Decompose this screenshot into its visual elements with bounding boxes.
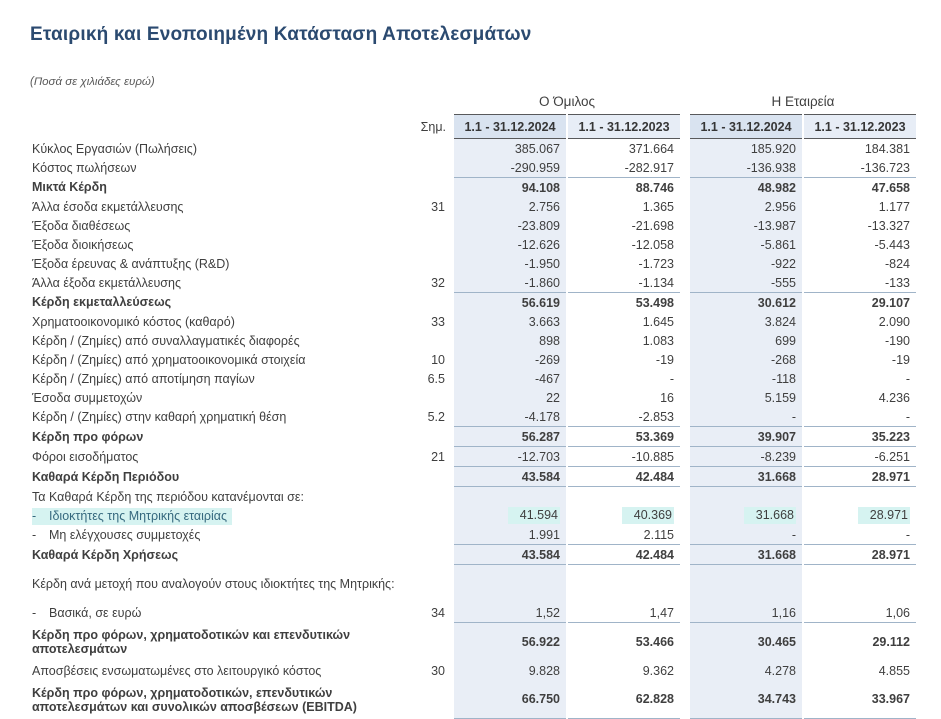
row-label: Κέρδη / (Ζημίες) από χρηματοοικονομικά στοιχεία (32, 352, 306, 367)
row-label: Κέρδη προ φόρων, χρηματοδοτικών, επενδυτικών αποτελεσμάτων και συνολικών αποσβέσεων (EBITDA) (32, 685, 357, 714)
value-cell: 1.645 (642, 314, 674, 329)
column-gap (682, 216, 688, 235)
table-row (32, 407, 916, 426)
column-gap (682, 407, 688, 426)
value-cell: -2.853 (638, 409, 674, 424)
value-cell: 53.498 (568, 292, 680, 312)
table-row (32, 426, 916, 447)
row-label: Έσοδα συμμετοχών (32, 390, 143, 405)
value-cell: -13.987 (690, 216, 802, 235)
column-gap (682, 506, 688, 525)
table-row (32, 216, 916, 235)
value-cell: -5.861 (690, 235, 802, 254)
row-label: Άλλα έσοδα εκμετάλλευσης (32, 199, 184, 214)
amounts-note: (Ποσά σε χιλιάδες ευρώ) (30, 76, 155, 88)
value-cell: -133 (884, 275, 910, 290)
row-label: Έξοδα διαθέσεως (32, 218, 131, 233)
list-dash: - (32, 606, 37, 620)
value-cell: 34.743 (690, 680, 802, 719)
column-gap (682, 466, 688, 487)
value-cell: 22 (454, 388, 566, 407)
value-cell: - (905, 371, 910, 386)
value-cell: -19 (655, 352, 674, 367)
value-cell: 30.465 (690, 623, 802, 661)
value-cell (690, 487, 802, 506)
row-note (412, 506, 452, 525)
value-cell: 1,16 (690, 603, 802, 623)
table-row (32, 661, 916, 680)
column-gap (682, 623, 688, 661)
value-cell: 898 (454, 331, 566, 350)
spacer (32, 114, 410, 139)
value-cell: 28.971 (804, 544, 916, 565)
row-note (412, 331, 452, 350)
value-cell: 699 (690, 331, 802, 350)
table-row (32, 254, 916, 273)
value-cell: 42.484 (568, 466, 680, 487)
column-gap (682, 177, 688, 197)
page-title: Εταιρική και Ενοποιημένη Κατάσταση Αποτελεσμάτων (30, 24, 532, 45)
row-label: Καθαρά Κέρδη Περιόδου (32, 469, 180, 484)
value-cell: 385.067 (454, 139, 566, 158)
note-column-header: Σημ. (420, 119, 446, 134)
value-cell: 1,06 (804, 603, 916, 623)
value-cell: -13.327 (867, 218, 910, 233)
row-label: - Μη ελέγχουσες συμμετοχές (32, 527, 201, 542)
value-cell: 43.584 (454, 466, 566, 487)
row-note (412, 680, 452, 719)
value-cell: -1.134 (638, 275, 674, 290)
row-note (412, 235, 452, 254)
value-cell (804, 506, 916, 525)
value-cell: 47.658 (804, 177, 916, 197)
period-header-group-2024: 1.1 - 31.12.2024 (454, 114, 566, 139)
row-note: 32 (431, 275, 445, 290)
table-row (32, 603, 916, 623)
row-note: 34 (431, 606, 445, 620)
table-row (32, 331, 916, 350)
table-row (32, 544, 916, 565)
column-gap (682, 350, 688, 369)
table-row (32, 273, 916, 292)
table-row (32, 158, 916, 177)
table-row (32, 487, 916, 506)
row-note (412, 466, 452, 487)
value-cell: 1.991 (454, 525, 566, 544)
period-header-company-2024: 1.1 - 31.12.2024 (690, 114, 802, 139)
column-gap (682, 273, 688, 292)
column-gap (682, 369, 688, 388)
value-cell: - (690, 525, 802, 544)
value-cell: 4.278 (690, 661, 802, 680)
row-label: Κέρδη εκμεταλλεύσεως (32, 295, 172, 309)
value-cell: -10.885 (631, 449, 674, 464)
value-cell (804, 565, 916, 603)
value-cell (690, 565, 802, 603)
value-cell: -1.950 (454, 254, 566, 273)
table-row (32, 292, 916, 312)
value-cell: -136.938 (690, 158, 802, 177)
value-cell: 43.584 (454, 544, 566, 565)
value-cell (454, 487, 566, 506)
row-label: Κέρδη προ φόρων (32, 429, 144, 444)
value-cell: 185.920 (690, 139, 802, 158)
table-row (32, 680, 916, 719)
period-header-company-2023: 1.1 - 31.12.2023 (804, 114, 916, 139)
row-note: 30 (431, 663, 445, 678)
value-cell: -8.239 (690, 447, 802, 466)
value-cell: 1.083 (642, 333, 674, 348)
row-label: Φόροι εισοδήματος (32, 449, 139, 464)
value-cell: 66.750 (454, 680, 566, 719)
column-gap (682, 312, 688, 331)
row-label: Έξοδα έρευνας & ανάπτυξης (R&D) (32, 256, 230, 271)
column-gap (682, 544, 688, 565)
highlighted-value: 40.369 (622, 507, 674, 524)
row-note: 31 (431, 199, 445, 214)
value-cell: 33.967 (804, 680, 916, 719)
value-cell: 371.664 (628, 141, 674, 156)
row-label: Κύκλος Εργασιών (Πωλήσεις) (32, 141, 197, 156)
value-cell: 29.112 (872, 635, 910, 649)
value-cell: 3.663 (454, 312, 566, 331)
value-cell: 42.484 (568, 544, 680, 565)
value-cell: 62.828 (568, 680, 680, 719)
row-note (412, 158, 452, 177)
value-cell: -4.178 (454, 407, 566, 426)
value-cell: 4.855 (878, 663, 910, 678)
row-label: Κόστος πωλήσεων (32, 160, 137, 175)
value-cell (568, 565, 680, 603)
value-cell: 2.956 (690, 197, 802, 216)
value-cell: -268 (690, 350, 802, 369)
value-cell: -190 (884, 333, 910, 348)
value-cell: 88.746 (568, 177, 680, 197)
value-cell: 48.982 (690, 177, 802, 197)
value-cell: 1.365 (642, 199, 674, 214)
period-header-row (32, 114, 916, 139)
value-cell: 94.108 (454, 177, 566, 197)
value-cell: 1,47 (568, 603, 680, 623)
row-label: Έξοδα διοικήσεως (32, 237, 134, 252)
row-note (412, 216, 452, 235)
row-label: Κέρδη / (Ζημίες) από συναλλαγματικές διαφορές (32, 333, 300, 348)
row-note: 6.5 (427, 371, 445, 386)
value-cell: 56.619 (454, 292, 566, 312)
value-cell: -1.860 (454, 273, 566, 292)
value-cell (568, 506, 680, 525)
column-gap (682, 254, 688, 273)
value-cell: -290.959 (454, 158, 566, 177)
column-gap (682, 603, 688, 623)
value-cell: 31.668 (690, 544, 802, 565)
value-cell: 56.287 (454, 426, 566, 447)
value-cell: 2.115 (643, 527, 674, 542)
value-cell: - (905, 409, 910, 424)
row-label: Καθαρά Κέρδη Χρήσεως (32, 547, 179, 562)
value-cell: 35.223 (804, 426, 916, 447)
value-cell (804, 487, 916, 506)
column-gap (682, 139, 688, 158)
column-gap (682, 158, 688, 177)
value-cell: -824 (884, 256, 910, 271)
table-row (32, 525, 916, 544)
row-note (412, 487, 452, 506)
value-cell: - (905, 527, 910, 542)
value-cell: 4.236 (878, 390, 910, 405)
row-label: Άλλα έξοδα εκμετάλλευσης (32, 275, 181, 290)
value-cell: -136.723 (860, 160, 910, 175)
table-row (32, 312, 916, 331)
column-gap (682, 114, 688, 139)
row-note (412, 139, 452, 158)
row-note (412, 254, 452, 273)
value-cell: -19 (891, 352, 910, 367)
value-cell: -23.809 (454, 216, 566, 235)
value-cell: -6.251 (874, 449, 910, 464)
income-statement-table (30, 90, 918, 719)
value-cell: 53.466 (635, 635, 674, 649)
value-cell (568, 487, 680, 506)
table-row (32, 565, 916, 603)
entity-header-row (32, 90, 916, 114)
spacer (32, 90, 410, 114)
row-note: 10 (431, 352, 445, 367)
column-gap (682, 565, 688, 603)
list-dash: - (32, 508, 37, 523)
value-cell (454, 506, 566, 525)
value-cell: -269 (454, 350, 566, 369)
value-cell: 9.362 (642, 663, 674, 678)
value-cell (690, 506, 802, 525)
value-cell: 1.177 (878, 199, 910, 214)
value-cell: 184.381 (864, 141, 910, 156)
column-gap (682, 197, 688, 216)
row-note (412, 292, 452, 312)
row-note (412, 388, 452, 407)
value-cell: -12.058 (631, 237, 674, 252)
row-note (412, 544, 452, 565)
row-note (412, 525, 452, 544)
row-label: Κέρδη προ φόρων, χρηματοδοτικών και επενδυτικών αποτελεσμάτων (32, 628, 351, 656)
value-cell: 2.090 (878, 314, 910, 329)
row-label: Κέρδη ανά μετοχή που αναλογούν στους ιδιοκτήτες της Μητρικής: (32, 577, 395, 591)
row-note: 21 (431, 449, 445, 464)
row-label: Τα Καθαρά Κέρδη της περιόδου κατανέμονται σε: (32, 489, 304, 504)
value-cell: 29.107 (804, 292, 916, 312)
value-cell: -922 (690, 254, 802, 273)
column-gap (682, 525, 688, 544)
table-row (32, 369, 916, 388)
value-cell: -12.626 (454, 235, 566, 254)
value-cell: -467 (454, 369, 566, 388)
period-header-group-2023: 1.1 - 31.12.2023 (568, 114, 680, 139)
highlighted-label: - Ιδιοκτήτες της Μητρικής εταιρίας (32, 508, 232, 525)
value-cell: 30.612 (690, 292, 802, 312)
column-gap (682, 487, 688, 506)
table-row (32, 447, 916, 466)
value-cell: 39.907 (690, 426, 802, 447)
table-row (32, 623, 916, 661)
group-header-group: Ο Όμιλος (538, 93, 596, 109)
row-note: 33 (431, 314, 445, 329)
table-row (32, 197, 916, 216)
row-label: - Βασικά, σε ευρώ (32, 606, 142, 620)
value-cell: - (669, 371, 674, 386)
column-gap (682, 292, 688, 312)
value-cell: -118 (690, 369, 802, 388)
highlighted-value: 31.668 (744, 507, 796, 524)
table-row (32, 388, 916, 407)
spacer (412, 90, 452, 114)
value-cell: -555 (690, 273, 802, 292)
value-cell: 5.159 (690, 388, 802, 407)
column-gap (682, 331, 688, 350)
list-dash: - (32, 527, 37, 542)
value-cell: 31.668 (690, 466, 802, 487)
row-label: Κέρδη / (Ζημίες) στην καθαρή χρηματική θέση (32, 409, 287, 424)
spacer (682, 90, 688, 114)
value-cell: 53.369 (568, 426, 680, 447)
row-note: 5.2 (427, 409, 445, 424)
value-cell: 56.922 (454, 623, 566, 661)
column-gap (682, 661, 688, 680)
table-row (32, 350, 916, 369)
highlighted-value: 28.971 (858, 507, 910, 524)
row-label (32, 506, 410, 525)
group-header-company: Η Εταιρεία (771, 93, 835, 109)
row-note (412, 623, 452, 661)
column-gap (682, 447, 688, 466)
row-note (412, 426, 452, 447)
value-cell: -1.723 (638, 256, 674, 271)
column-gap (682, 426, 688, 447)
row-label: Χρηματοοικονομικό κόστος (καθαρό) (32, 314, 235, 329)
value-cell: 16 (660, 390, 674, 405)
column-gap (682, 680, 688, 719)
value-cell: -282.917 (624, 160, 674, 175)
value-cell: -5.443 (874, 237, 910, 252)
value-cell: 3.824 (690, 312, 802, 331)
value-cell: - (690, 407, 802, 426)
row-label: Αποσβέσεις ενσωματωμένες στο λειτουργικό κόστος (32, 663, 322, 678)
value-cell: 9.828 (454, 661, 566, 680)
table-row (32, 139, 916, 158)
table-row (32, 466, 916, 487)
column-gap (682, 388, 688, 407)
value-cell: 1,52 (454, 603, 566, 623)
highlighted-value: 41.594 (508, 507, 560, 524)
table-row (32, 177, 916, 197)
value-cell: 28.971 (804, 466, 916, 487)
row-label: Μικτά Κέρδη (32, 180, 107, 194)
row-note (412, 177, 452, 197)
row-note (412, 565, 452, 603)
row-label: Κέρδη / (Ζημίες) από αποτίμηση παγίων (32, 371, 255, 386)
value-cell: 2.756 (454, 197, 566, 216)
table-row (32, 235, 916, 254)
column-gap (682, 235, 688, 254)
table-row (32, 506, 916, 525)
value-cell: -12.703 (454, 447, 566, 466)
value-cell (454, 565, 566, 603)
value-cell: -21.698 (631, 218, 674, 233)
